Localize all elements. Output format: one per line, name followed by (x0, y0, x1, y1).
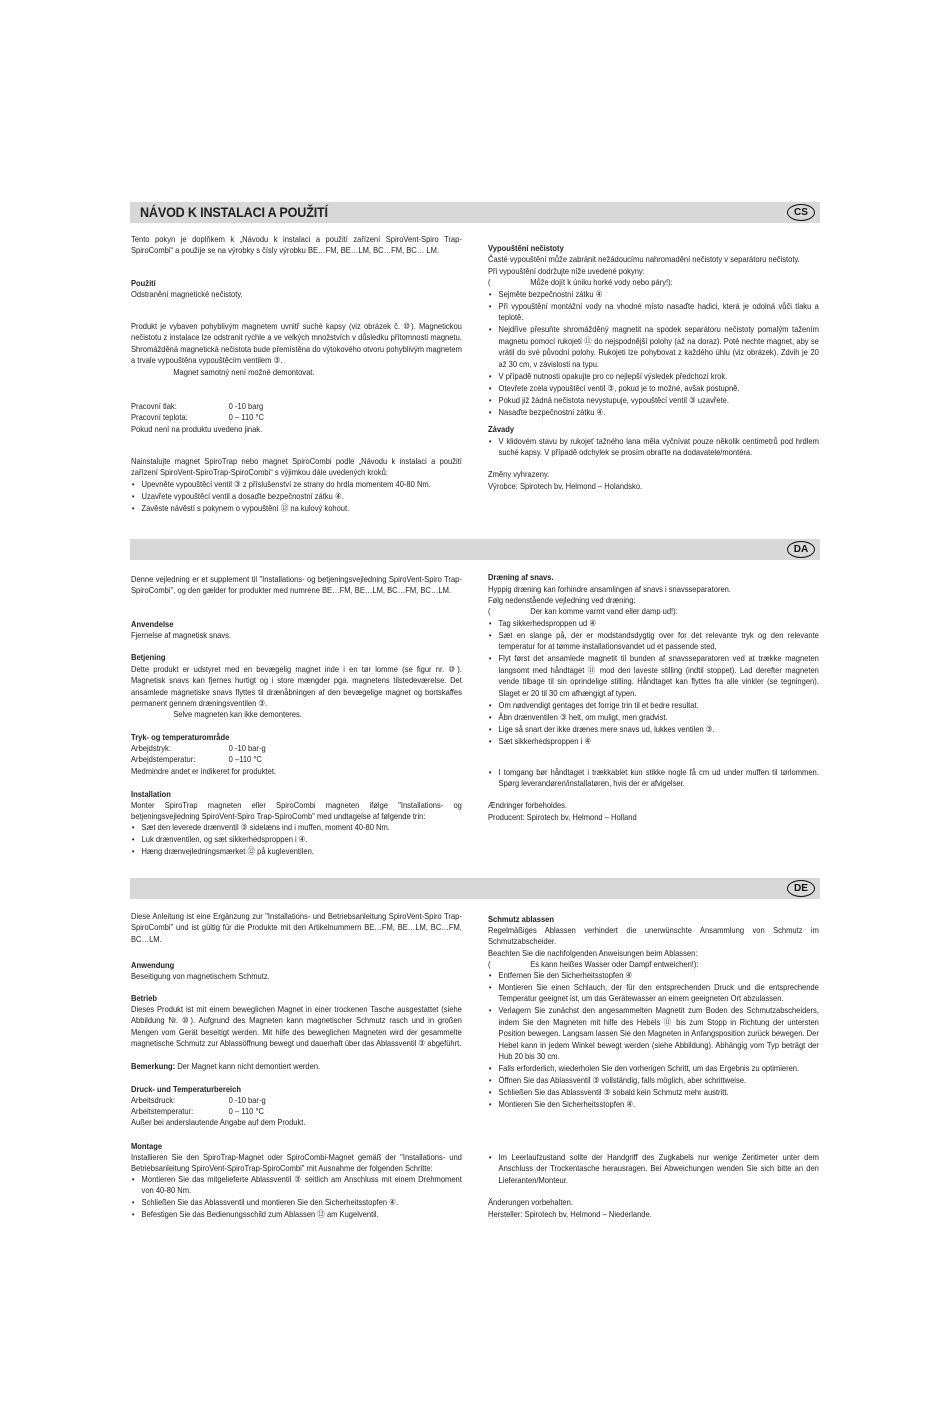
section-title: NÁVOD K INSTALACI A POUŽITÍ (140, 204, 328, 220)
paragraph: Hersteller: Spirotech bv, Helmond – Niederlande. (488, 1209, 652, 1219)
paragraph: Medmindre andet er indikeret for produktet. (131, 766, 277, 776)
remark-text: Der Magnet kann nicht demontiert werden. (175, 1061, 321, 1071)
list-item: • V případě nutnosti opakujte pro co nejlepší výsledek předchozí krok. (488, 371, 819, 382)
spec-row (131, 412, 462, 423)
language-badge: DE (787, 880, 815, 897)
spec-value: 0 -10 bar-g (228, 743, 266, 753)
paragraph: Změny vyhrazeny. (488, 469, 550, 479)
paragraph: Fjernelse af magnetisk snavs. (131, 630, 232, 640)
section-heading: Installation (131, 789, 171, 799)
paragraph: Tento pokyn je doplňkem k „Návodu k instalaci a použití zařízení SpiroVent-Spiro Trap-SpiroCombi“ a použije se na výrobky s čísly výrobku BE…FM, BE…LM, BC…FM, BC… LM. (131, 234, 462, 256)
paragraph: Dieses Produkt ist mit einem beweglichen Magnet in einer trockenen Tasche ausgestattet (siehe Abbildung Nr. ⑩). Aufgrund des Magneten kann magnetischer Schmutz rasch und in großen Mengen vom Gerät beseitigt werden. Mit hilfe des beweglichen Magneten wird der gesammelte magnetische Schmutz zur Ablassöffnung bewegt und dauerhaft über das Ablassventil ③ abgeführt. (131, 1004, 462, 1049)
list-item: • Při vypouštění montážní vody na vhodné místo nasaďte hadici, která je odolná vůči tlaku a teplotě. (488, 301, 819, 324)
paragraph: Følg nedenstående vejledning ved dræning: (488, 595, 636, 605)
warning-line (488, 959, 819, 970)
paragraph: Pokud není na produktu uvedeno jinak. (131, 424, 263, 434)
bullet-list (488, 289, 819, 419)
warning-text: Es kann heißes Wasser oder Dampf entweichen!): (530, 959, 699, 969)
list-item: • Im Leerlaufzustand sollte der Handgriff des Zugkabels nur wenige Zentimeter unter dem Anschluss der Trockentasche herausragen. Bei Abweichungen wenden Sie sich bitte an den Lieferanten/Monteur. (488, 1152, 819, 1186)
section-header-bar-da (130, 539, 820, 560)
list-item: • Entfernen Sie den Sicherheitsstopfen ④ (488, 970, 819, 981)
spec-table (131, 743, 462, 766)
list-item: • Schließen Sie das Ablassventil ③ sobald kein Schmutz mehr austritt. (488, 1087, 819, 1098)
section-heading: Anwendung (131, 960, 175, 970)
paragraph: Produkt je vybaven pohyblivým magnetem uvnitř suché kapsy (viz obrázek č. ⑩). Magnetickou nečistotu z instalace lze odstranit rychle a ve velkých množstvích v důsledku přítomnosti magnetu. Shromážděná magnetická nečistota bude přemístěna do výtokového otvoru pohyblivým magnetem a trvale vypouštěna vypouštěcím ventilem ③. (131, 321, 462, 366)
section-header-bar-de (130, 878, 820, 899)
warning-text: Der kan komme varmt vand eller damp ud!): (530, 606, 678, 616)
paragraph: Nainstalujte magnet SpiroTrap nebo magnet SpiroCombi podle „Návodu k instalaci a použití zařízení SpiroVent-SpiroTrap-SpiroCombi“ s výjimkou dále uvedených kroků: (131, 456, 462, 478)
section-heading: Betjening (131, 652, 166, 662)
paragraph: Producent: Spirotech bv, Helmond – Holland (488, 812, 637, 822)
list-item: • Sæt en slange på, der er modstandsdygtig over for det relevante tryk og den relevante temperatur for at tømme installationsvandet ud et passende sted, (488, 630, 819, 653)
bullet-list (488, 767, 819, 790)
list-item: • Nasaďte bezpečnostní zátku ④. (488, 407, 819, 418)
paragraph: Časté vypouštění může zabránit nežádoucímu nahromadění nečistoty v separátoru nečistoty. (488, 254, 800, 264)
paragraph: Dette produkt er udstyret med en bevægelig magnet inde i en tør lomme (se figur nr. ⑩). Magnetisk snavs kan fjernes hurtigt og i store mængder pga. magnetens tilstedeværelse. Det ansamlede magnetiske snavs flyttes til drænåbningen af den bevægelige magnet og bortskaffes permanent gennem dræningsventilen ③. (131, 664, 462, 709)
remark-paragraph (131, 1061, 462, 1072)
list-item: • Zavěste návěstí s pokynem o vypouštění ⑫ na kulový kohout. (131, 503, 462, 514)
spec-value: 0 – 110 °C (228, 412, 264, 423)
spec-table (131, 401, 462, 424)
note-paragraph: Selve magneten kan ikke demonteres. (173, 709, 302, 719)
warning-paren: ( (488, 959, 491, 969)
spec-row (131, 743, 462, 754)
paragraph: Hyppig dræning kan forhindre ansamlingen af snavs i snavsseparatoren. (488, 584, 731, 594)
list-item: • Om nødvendigt gentages det forrige trin til et bedre resultat. (488, 700, 819, 711)
section-heading: Montage (131, 1141, 163, 1151)
section-heading: Anvendelse (131, 619, 174, 629)
section-heading: Použití (131, 278, 156, 288)
paragraph: Odstranění magnetické nečistoty. (131, 289, 243, 299)
spec-value: 0 – 110 °C (228, 1106, 264, 1117)
list-item: • Sejměte bezpečnostní zátku ④ (488, 289, 819, 300)
spec-label: Arbeitsdruck: (131, 1095, 176, 1105)
list-item: • Montieren Sie den Sicherheitsstopfen ④. (488, 1099, 819, 1110)
spec-value: 0 -10 bar-g (228, 1095, 266, 1105)
warning-line (488, 277, 819, 288)
paragraph: Außer bei anderslautende Angabe auf dem Produkt. (131, 1117, 306, 1127)
section-heading: Tryk- og temperaturområde (131, 732, 230, 742)
list-item: • Öffnen Sie das Ablassventil ③ vollständig, falls möglich, aber schrittweise. (488, 1075, 819, 1086)
paragraph: Výrobce: Spirotech bv, Helmond – Holandsko. (488, 481, 643, 491)
spec-table (131, 1095, 462, 1118)
warning-paren: ( (488, 277, 491, 287)
section-heading: Betrieb (131, 993, 158, 1003)
spec-row (131, 1095, 462, 1106)
list-item: • Verlagern Sie zunächst den angesammelten Magnetit zum Boden des Schmutzabscheiders, indem Sie den Magneten mit hilfe des Hebels ⑪ bis zum Stopp in Richtung der untersten Position bewegen. Langsam lassen Sie den Magneten in Anfangsposition zurück bewegen. Der Hebel kann in jedem Winkel bewegt werden (siehe Abbildung). Abhängig vom Typ beträgt der Hub 20 bis 30 cm. (488, 1005, 819, 1062)
language-badge: CS (787, 204, 815, 221)
paragraph: Monter SpiroTrap magneten eller SpiroCombi magneten ifølge "Installations- og betjeningsvejledning SpiroVent-Spiro Trap-SpiroComb" med undtagelse af følgende trin: (131, 800, 462, 822)
paragraph: Diese Anleitung ist eine Ergänzung zur "Installations- und Betriebsanleitung SpiroVent-Spiro Trap-SpiroCombi" und ist gültig für die Produkte mit den Artikelnummern BE…FM, BE…LM, BC…FM, BC…LM. (131, 911, 462, 944)
list-item: • Montieren Sie das mitgelieferte Ablassventil ③ seitlich am Anschluss mit einem Drehmoment von 40-80 Nm. (131, 1174, 462, 1197)
remark-label: Bemerkung: (131, 1061, 176, 1071)
spec-label: Pracovní teplota: (131, 412, 188, 423)
spec-label: Arbejdstryk: (131, 743, 171, 753)
section-heading: Schmutz ablassen (488, 914, 554, 924)
list-item: • Otevřete zcela vypouštěcí ventil ③, pokud je to možné, avšak postupně. (488, 383, 819, 394)
bullet-list (488, 618, 819, 748)
list-item: • I tomgang bør håndtaget i trækkablet kun stikke nogle få cm ud under muffen til tørlommen. Spørg leverandøren/installatøren, hvis der er afvigelser. (488, 767, 819, 790)
section-heading: Vypouštění nečistoty (488, 243, 564, 253)
spec-row (131, 401, 462, 412)
list-item: • Uzavřete vypouštěcí ventil a dosaďte bezpečnostní zátku ④. (131, 491, 462, 502)
list-item: • Sæt sikkerhedsproppen i ④ (488, 736, 819, 747)
list-item: • Upevněte vypouštěcí ventil ③ z příslušenství ze strany do hrdla momentem 40-80 Nm. (131, 479, 462, 490)
bullet-list (131, 822, 462, 858)
list-item: • Sæt den leverede drænventil ③ sidelæns ind i muffen, moment 40-80 Nm. (131, 822, 462, 833)
language-badge: DA (787, 541, 815, 558)
spec-label: Pracovní tlak: (131, 401, 177, 411)
bullet-list (131, 479, 462, 515)
section-heading: Dræning af snavs. (488, 572, 554, 582)
paragraph: Änderungen vorbehalten. (488, 1197, 573, 1207)
note-paragraph: Magnet samotný není možné demontovat. (173, 367, 315, 377)
paragraph: Ændringer forbeholdes. (488, 800, 568, 810)
spec-value: 0 -10 barg (228, 401, 264, 411)
paragraph: Regelmäßiges Ablassen verhindert die unerwünschte Ansammlung von Schmutz im Schmutzabscheider. (488, 925, 819, 947)
list-item: • Falls erforderlich, wiederholen Sie den vorherigen Schritt, um das Ergebnis zu optimieren. (488, 1063, 819, 1074)
spec-value: 0 –110 °C (228, 754, 262, 765)
list-item: • Nejdříve přesuňte shromážděný magnetit na spodek separátoru nečistoty pomalým tažením magnetu pomocí rukojeti ⑪ do nejspodnější polohy (až na doraz). Poté nechte magnet, aby se vrátil do své původní polohy. Rukojeti lze pohybovat z každého úhlu (viz obrázek). Zdvih je 20 až 30 cm, v závislosti na typu. (488, 324, 819, 370)
section-header-bar-cs (130, 202, 820, 223)
paragraph: Beachten Sie die nachfolgenden Anweisungen beim Ablassen: (488, 948, 698, 958)
list-item: • Åbn drænventilen ③ helt, om muligt, men gradvist. (488, 712, 819, 723)
list-item: • Tag sikkerhedsproppen ud ④ (488, 618, 819, 629)
list-item: • Flyt først det ansamlede magnetit til bunden af snavsseparatoren ved at trække magneten langsomt med håndtaget ⑪ mod den laveste stilling (indtil stoppet). Lad derefter magneten vende tilbage til sin oprindelige stilling. Håndtaget kan flyttes fra alle vinkler (se tegningen). Slaget er 20 til 30 cm afhængigt af typen. (488, 653, 819, 699)
bullet-list (488, 970, 819, 1111)
bullet-list (488, 1152, 819, 1187)
paragraph: Installieren Sie den SpiroTrap-Magnet oder SpiroCombi-Magnet gemäß der "Installations- und Betriebsanleitung SpiroVent-SpiroTrap-SpiroCombi" mit Ausnahme der folgenden Schritte: (131, 1152, 462, 1174)
list-item: • Schließen Sie das Ablassventil und montieren Sie den Sicherheitsstopfen ④. (131, 1197, 462, 1208)
paragraph: Beseitigung von magnetischem Schmutz. (131, 971, 270, 981)
spec-row (131, 754, 462, 765)
list-item: • Hæng drænvejledningsmærket ⑫ på kugleventilen. (131, 846, 462, 857)
warning-text: Může dojít k úniku horké vody nebo páry!): (530, 277, 673, 287)
paragraph: Denne vejledning er et supplement til "Installations- og betjeningsvejledning SpiroVent-Spiro Trap-SpiroCombi", og den gælder for produkter med numrene BE…FM, BE…LM, BC…FM, BC…LM. (131, 574, 462, 596)
warning-paren: ( (488, 606, 491, 616)
bullet-list (488, 436, 819, 459)
spec-label: Arbeitstemperatur: (131, 1106, 194, 1117)
spec-label: Arbejdstemperatur: (131, 754, 196, 765)
list-item: • Luk drænventilen, og sæt sikkerhedsproppen i ④. (131, 834, 462, 845)
section-heading: Závady (488, 424, 515, 434)
paragraph: Při vypouštění dodržujte níže uvedené pokyny: (488, 266, 645, 276)
list-item: • Befestigen Sie das Bedienungsschild zum Ablassen ⑫ am Kugelventil. (131, 1209, 462, 1220)
list-item: • V klidovém stavu by rukojeť tažného lana měla vyčnívat pouze několik centimetrů pod hrdlem suché kapsy. V případě odchylek se prosím obraťte na dodavatele/montéra. (488, 436, 819, 459)
list-item: • Lige så snart der ikke drænes mere snavs ud, lukkes ventilen ③. (488, 724, 819, 735)
bullet-list (131, 1174, 462, 1221)
list-item: • Pokud již žádná nečistota nevystupuje, vypouštěcí ventil ③ uzavřete. (488, 395, 819, 406)
warning-line (488, 606, 819, 617)
list-item: • Montieren Sie einen Schlauch, der für den entsprechenden Druck und die entsprechende Temperatur geeignet ist, um das Gerätewasser an einem geeigneten Ort abzulassen. (488, 982, 819, 1005)
section-heading: Druck- und Temperaturbereich (131, 1084, 241, 1094)
